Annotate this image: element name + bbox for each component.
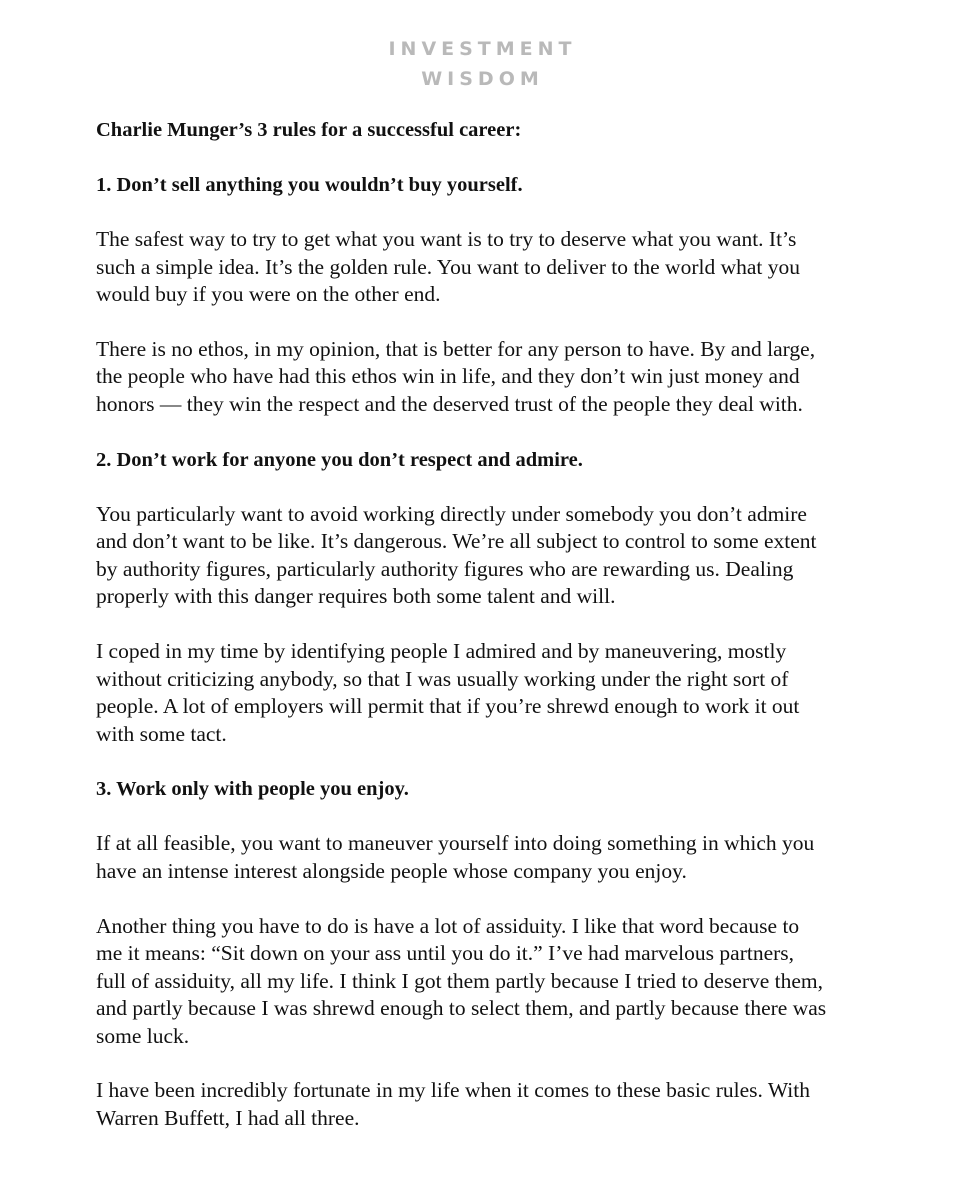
rule-1-paragraph-1 (96, 226, 876, 309)
text-line: I coped in my time by identifying people I admired and by maneuvering, mostly (96, 638, 787, 663)
text-line: If at all feasible, you want to maneuver yourself into doing something in which you (96, 831, 815, 856)
text-line: Another thing you have to do is have a lot of assiduity. I like that word because to (96, 913, 800, 938)
brand-logo (0, 34, 960, 94)
text-line: I have been incredibly fortunate in my life when it comes to these basic rules. With (96, 1078, 810, 1103)
text-line: and don’t want to be like. It’s dangerous. We’re all subject to control to some extent (96, 529, 817, 554)
rule-1-heading: 1. Don’t sell anything you wouldn’t buy yourself. (96, 174, 523, 196)
text-line: properly with this danger requires both some talent and will. (96, 584, 616, 609)
text-line: have an intense interest alongside people whose company you enjoy. (96, 858, 687, 883)
article-title: Charlie Munger’s 3 rules for a successful career: (96, 119, 522, 141)
text-line: the people who have had this ethos win in life, and they don’t win just money and (96, 364, 800, 389)
text-line: The safest way to try to get what you want is to try to deserve what you want. It’s (96, 227, 797, 251)
text-line: by authority figures, particularly authority figures who are rewarding us. Dealing (96, 556, 794, 581)
text-line: with some tact. (96, 721, 227, 746)
text-line: people. A lot of employers will permit that if you’re shrewd enough to work it out (96, 694, 800, 719)
brand-line-2: WISDOM (421, 68, 544, 90)
rule-3-paragraph-2 (96, 913, 876, 1051)
text-line: would buy if you were on the other end. (96, 282, 441, 307)
article (96, 116, 876, 1160)
rule-2-paragraph-2 (96, 638, 876, 748)
text-line: some luck. (96, 1023, 190, 1048)
rule-3-paragraph-1 (96, 830, 876, 885)
rule-3-heading: 3. Work only with people you enjoy. (96, 778, 409, 801)
text-line: and partly because I was shrewd enough to select them, and partly because there was (96, 996, 827, 1021)
text-line: honors — they win the respect and the deserved trust of the people they deal with. (96, 391, 803, 416)
text-line: Warren Buffett, I had all three. (96, 1106, 360, 1131)
text-line: without criticizing anybody, so that I was usually working under the right sort of (96, 666, 789, 691)
text-line: You particularly want to avoid working directly under somebody you don’t admire (96, 501, 807, 526)
text-line: me it means: “Sit down on your ass until you do it.” I’ve had marvelous partners, (96, 941, 795, 966)
rule-2-heading: 2. Don’t work for anyone you don’t respect and admire. (96, 448, 583, 471)
rule-2-paragraph-1 (96, 501, 876, 611)
brand-line-1: INVESTMENT (388, 38, 577, 60)
rule-1-paragraph-2 (96, 336, 876, 419)
text-line: such a simple idea. It’s the golden rule. You want to deliver to the world what you (96, 254, 800, 279)
text-line: There is no ethos, in my opinion, that is better for any person to have. By and large, (96, 336, 816, 361)
text-line: full of assiduity, all my life. I think I got them partly because I tried to deserve them, (96, 968, 824, 993)
rule-3-paragraph-3 (96, 1077, 876, 1132)
